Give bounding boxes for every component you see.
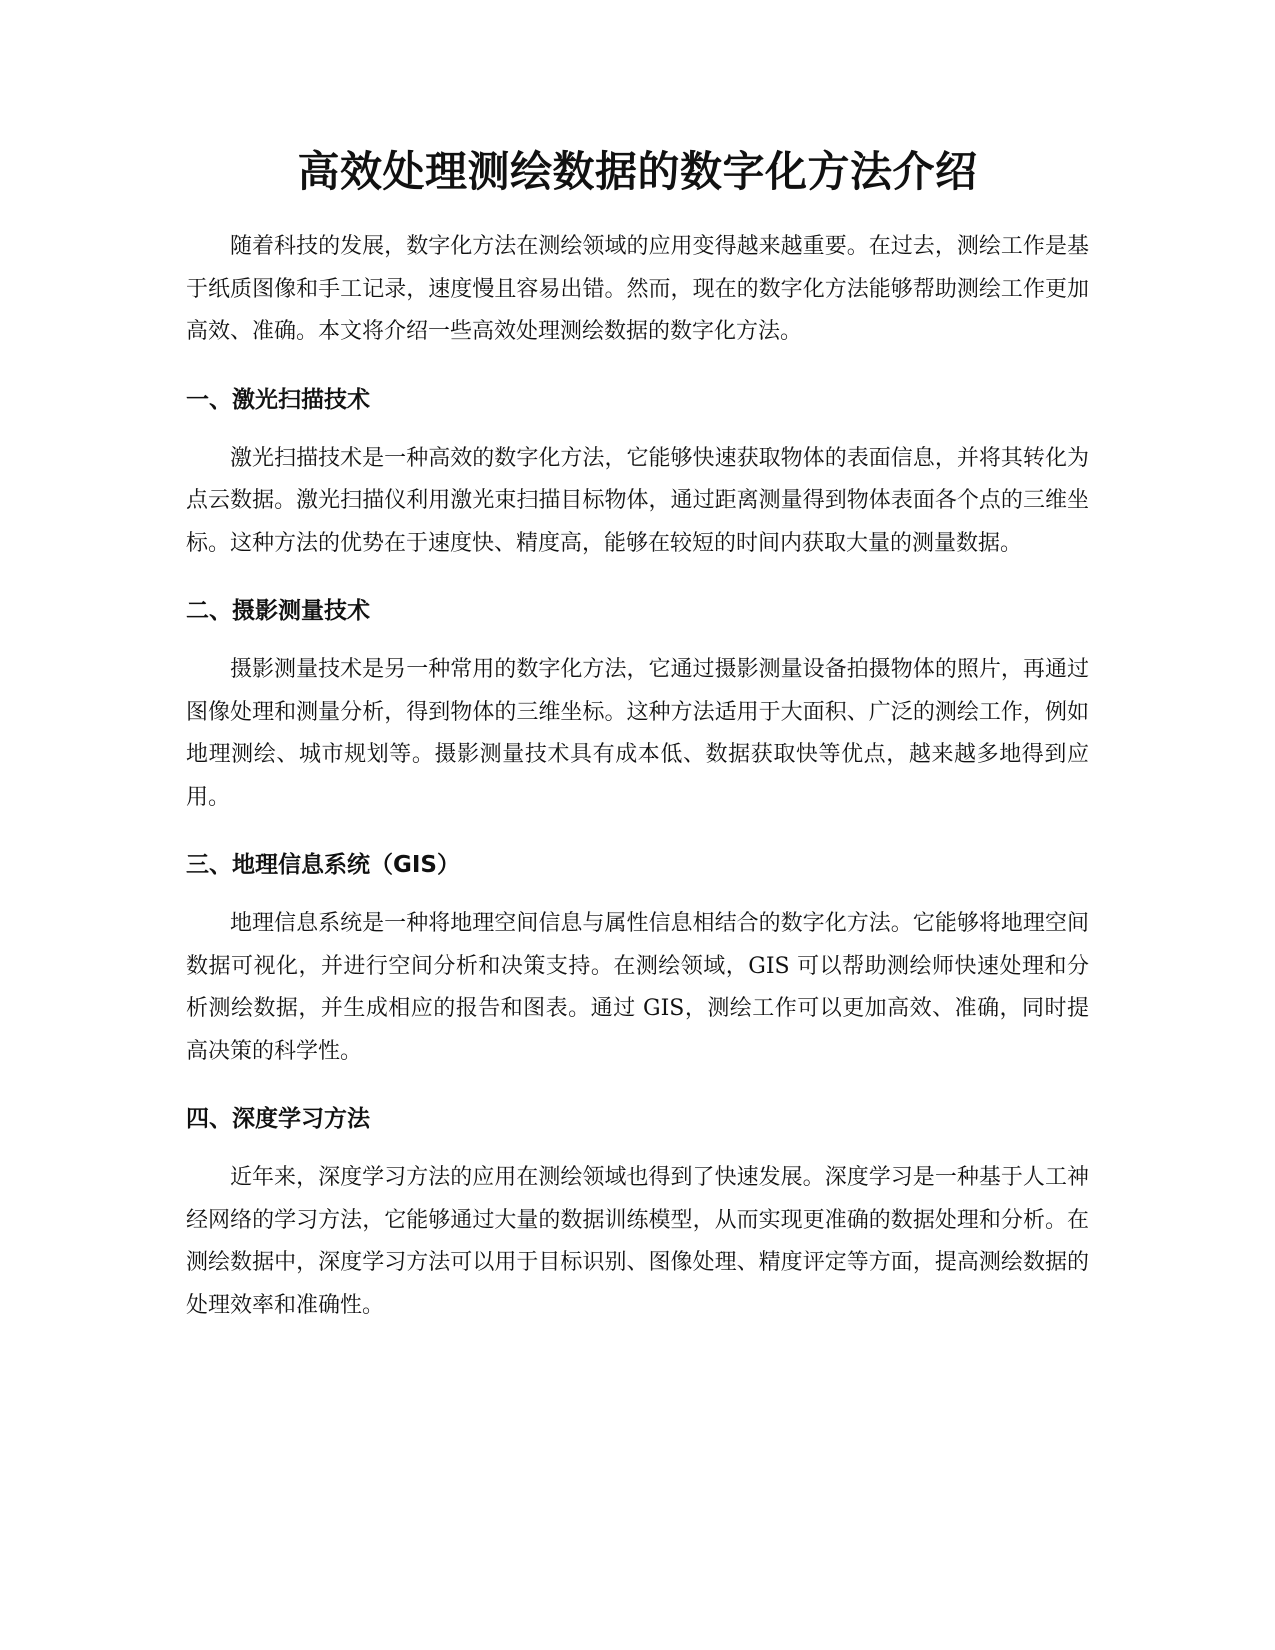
- intro-paragraph: 随着科技的发展，数字化方法在测绘领域的应用变得越来越重要。在过去，测绘工作是基于纸质图像和手工记录，速度慢且容易出错。然而，现在的数字化方法能够帮助测绘工作更加高效、准确。本文将介绍一些高效处理测绘数据的数字化方法。: [186, 234, 1089, 344]
- section-body-laser-scanning: 激光扫描技术是一种高效的数字化方法，它能够快速获取物体的表面信息，并将其转化为点云数据。激光扫描仪利用激光束扫描目标物体，通过距离测量得到物体表面各个点的三维坐标。这种方法的优势在于速度快、精度高，能够在较短的时间内获取大量的测量数据。: [186, 445, 1089, 556]
- document-body: [186, 142, 1089, 1327]
- section-body-gis: 地理信息系统是一种将地理空间信息与属性信息相结合的数字化方法。它能够将地理空间数据可视化，并进行空间分析和决策支持。在测绘领域，GIS 可以帮助测绘师快速处理和分析测绘数据，并生成相应的报告和图表。通过 GIS，测绘工作可以更加高效、准确，同时提高决策的科学性。: [186, 911, 1089, 1064]
- section-body-deep-learning: 近年来，深度学习方法的应用在测绘领域也得到了快速发展。深度学习是一种基于人工神经网络的学习方法，它能够通过大量的数据训练模型，从而实现更准确的数据处理和分析。在测绘数据中，深度学习方法可以用于目标识别、图像处理、精度评定等方面，提高测绘数据的处理效率和准确性。: [186, 1165, 1089, 1318]
- section-heading-deep-learning: 四、深度学习方法: [186, 1106, 370, 1132]
- document-title: 高效处理测绘数据的数字化方法介绍: [297, 147, 978, 196]
- section-heading-photogrammetry: 二、摄影测量技术: [186, 598, 370, 624]
- section-heading-gis: 三、地理信息系统（GIS）: [186, 852, 461, 878]
- section-body-photogrammetry: 摄影测量技术是另一种常用的数字化方法，它通过摄影测量设备拍摄物体的照片，再通过图像处理和测量分析，得到物体的三维坐标。这种方法适用于大面积、广泛的测绘工作，例如地理测绘、城市规划等。摄影测量技术具有成本低、数据获取快等优点，越来越多地得到应用。: [186, 657, 1089, 810]
- section-heading-laser-scanning: 一、激光扫描技术: [186, 386, 370, 413]
